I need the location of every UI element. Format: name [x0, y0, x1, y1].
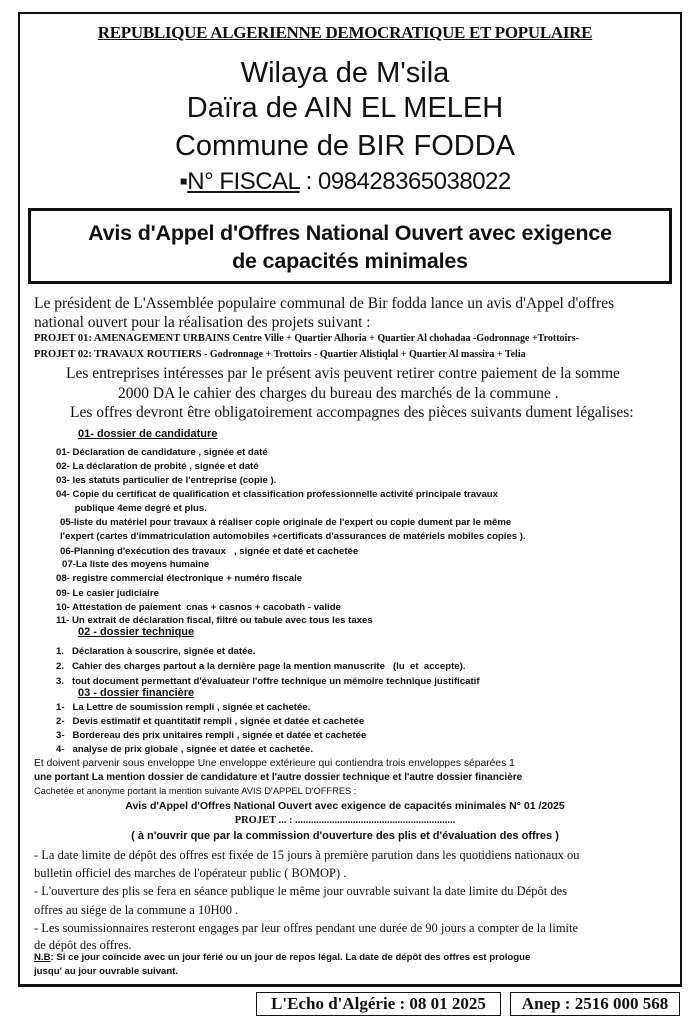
list-item: 1. Déclaration à souscrire, signée et datée. — [56, 646, 256, 657]
anep-reference: Anep : 2516 000 568 — [510, 992, 680, 1016]
nb-line — [34, 953, 530, 963]
envelope-ouvrir: ( à n'ouvrir que par la commission d'ouverture des plis et d'évaluation des offres ) — [131, 830, 559, 842]
projet-label: PROJET 01: AMENAGEMENT URBAINS — [34, 333, 230, 344]
wilaya: Wilaya de M'sila — [240, 57, 450, 89]
list-item: 03- les statuts particulier de l'entreprise (copie ). — [56, 475, 277, 486]
retrait-line: 2000 DA le cahier des charges du bureau des marchés de la commune . — [118, 385, 559, 402]
condition-line: - La date limite de dépôt des offres est fixée de 15 jours à première parution dans les quotidiens nationaux ou — [34, 848, 580, 862]
bullet-icon: ▪ — [179, 168, 188, 195]
section-financiere-heading: 03 - dossier financière — [78, 687, 195, 699]
intro-line: Le président de L'Assemblée populaire communal de Bir fodda lance un avis d'Appel d'offres — [34, 295, 615, 312]
condition-line: - L'ouverture des plis se fera en séance publique le même jour ouvrable suivant la date limite du Dépôt des — [34, 884, 567, 898]
nb-line: jusqu' au jour ouvrable suivant. — [34, 966, 179, 977]
list-item: 10- Attestation de paiement cnas + casnos + cacobath - valide — [56, 602, 341, 613]
list-item: 4- analyse de prix globale , signée et datée et cachetée. — [56, 744, 314, 755]
list-item: 05-liste du matériel pour travaux à réaliser copie originale de l'expert ou copie dument par le même — [60, 517, 512, 528]
title-line-2: de capacités minimales — [232, 249, 468, 273]
list-item: 02- La déclaration de probité , signée et daté — [56, 461, 259, 472]
pieces-line: Les offres devront être obligatoirement accompagnes des pièces suivants dument légalises: — [70, 404, 634, 421]
journal-reference: L'Echo d'Algérie : 08 01 2025 — [256, 992, 501, 1016]
nb-label: N.B — [34, 952, 51, 963]
list-item: 09- Le casier judiciaire — [56, 588, 159, 599]
list-item: 07-La liste des moyens humaine — [62, 559, 210, 570]
list-item: 2- Devis estimatif et quantitatif rempli , signée et datée et cachetée — [56, 716, 365, 727]
list-item: l'expert (cartes d'immatriculation automobiles +certificats d'assurances de matériels mobiles copies ). — [60, 531, 526, 542]
list-item: 08- registre commercial électronique + numéro fiscale — [56, 573, 303, 584]
nb-text: : Si ce jour coïncide avec un jour férié ou un jour de repos légal. La date de dépôt des offres est prologue — [50, 952, 531, 963]
title-line-1: Avis d'Appel d'Offres National Ouvert avec exigence — [88, 221, 612, 245]
intro-line: national ouvert pour la réalisation des projets suivant : — [34, 314, 371, 331]
envelope-mention: Avis d'Appel d'Offres National Ouvert avec exigence de capacités minimales N° 01 /2025 — [125, 800, 565, 812]
projet-label: PROJET 02: TRAVAUX ROUTIERS — [34, 349, 202, 360]
commune: Commune de BIR FODDA — [174, 130, 516, 162]
condition-line: bulletin officiel des marches de l'opérateur public ( BOMOP) . — [34, 866, 347, 880]
list-item: 3- Bordereau des prix unitaires rempli , signée et datée et cachetée — [56, 730, 367, 741]
fiscal-sep: : — [299, 168, 319, 195]
section-candidature-heading: 01- dossier de candidature — [78, 428, 218, 440]
projet-text: - Godronnage + Trottoirs - Quartier Alistiqlal + Quartier Al massira + Telia — [201, 349, 526, 360]
fiscal-label: N° FISCAL — [187, 168, 300, 195]
condition-line: - Les soumissionnaires resteront engages par leur offres pendant une durée de 90 jours a compter de la limite — [34, 921, 579, 935]
list-item: 1- La Lettre de soumission rempli , signée et cachetée. — [56, 702, 311, 713]
notice-title-box — [28, 208, 672, 284]
list-item: 04- Copie du certificat de qualification et classification professionnelle activité principale travaux — [56, 489, 498, 500]
envelope-line: Et doivent parvenir sous enveloppe Une enveloppe extérieure qui contiendra trois enveloppes séparées 1 — [34, 758, 515, 769]
daira: Daïra de AIN EL MELEH — [186, 92, 504, 124]
list-item: publique 4eme degré et plus. — [56, 503, 207, 514]
republic-heading: REPUBLIQUE ALGERIENNE DEMOCRATIQUE ET POPULAIRE — [97, 23, 593, 42]
list-item: 01- Déclaration de candidature , signée et daté — [56, 447, 268, 458]
fiscal-value: 098428365038022 — [318, 168, 511, 195]
projet-02 — [34, 350, 526, 361]
notice-title — [31, 211, 669, 275]
projet-text: Centre Ville + Quartier Alhoria + Quartier Al chohadaa -Godronnage +Trottoirs- — [229, 333, 579, 344]
list-item: 06-Planning d'exécution des travaux , signée et daté et cachetée — [60, 546, 359, 557]
section-technique-heading: 02 - dossier technique — [78, 626, 195, 638]
condition-line: offres au siége de la commune a 10H00 . — [34, 903, 239, 917]
list-item: 11- Un extrait de déclaration fiscal, filtré ou tabule avec tous les taxes — [56, 615, 373, 626]
envelope-line: une portant La mention dossier de candidature et l'autre dossier technique et l'autre dossier financière — [34, 772, 523, 783]
envelope-projet: PROJET ... : ............................................................. — [234, 815, 456, 826]
condition-line: de dépôt des offres. — [34, 938, 132, 952]
retrait-line: Les entreprises intéresses par le présent avis peuvent retirer contre paiement de la somme — [66, 365, 620, 382]
projet-01 — [34, 334, 579, 345]
list-item: 2. Cahier des charges partout a la dernière page la mention manuscrite (lu et accepte). — [56, 661, 466, 672]
fiscal-number — [0, 170, 690, 194]
envelope-line: Cachetée et anonyme portant la mention suivante AVIS D'APPEL D'OFFRES : — [34, 786, 357, 796]
list-item: 3. tout document permettant d'évaluateur l'offre technique un mémoire technique justificatif — [56, 676, 480, 687]
